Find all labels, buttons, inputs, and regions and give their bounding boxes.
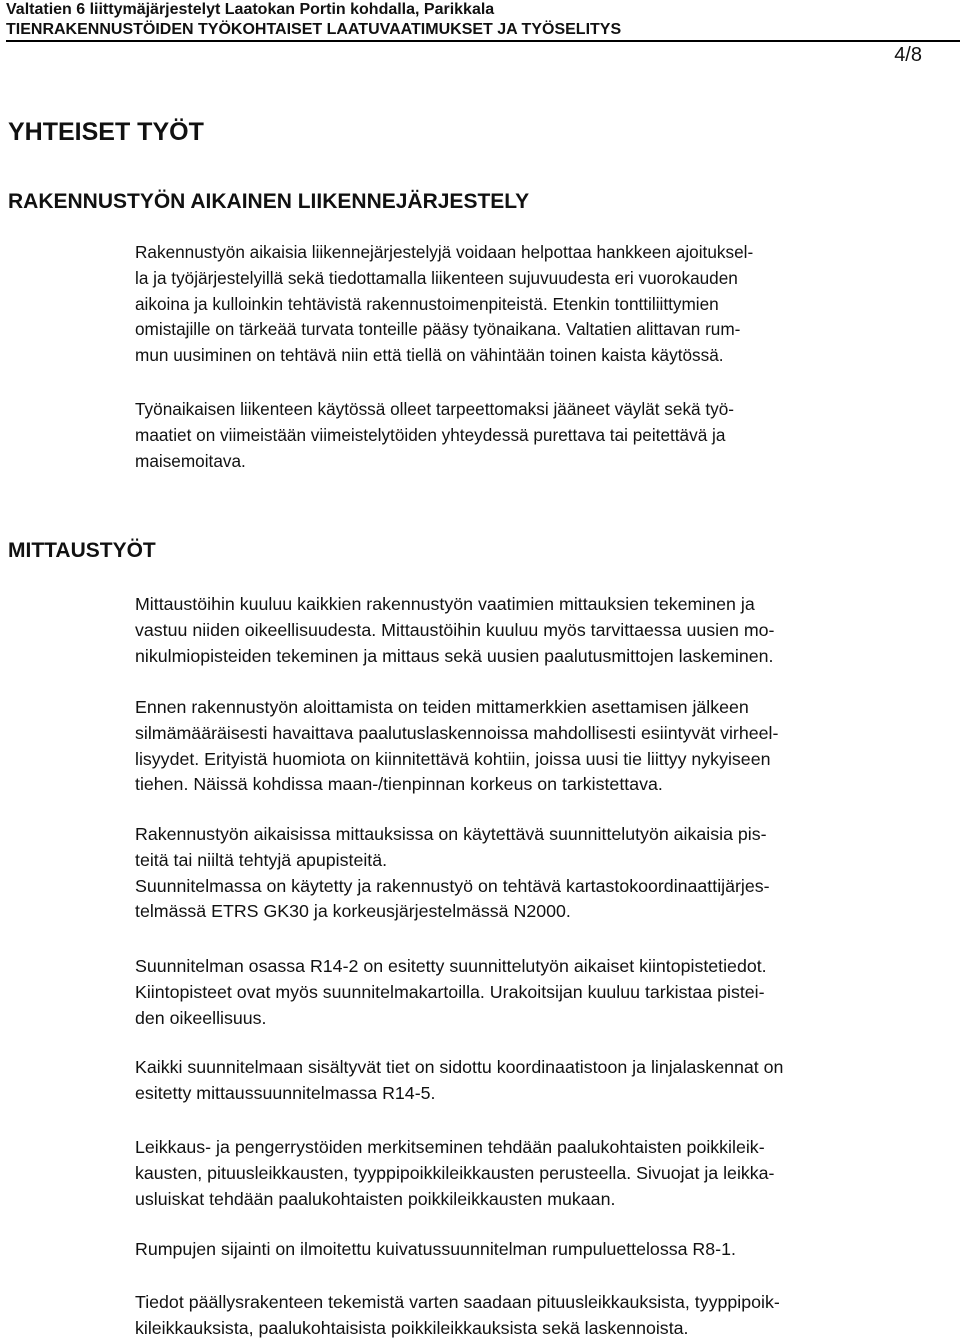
text-line: Työnaikaisen liikenteen käytössä olleet tarpeettomaksi jääneet väylät sekä työ- bbox=[135, 399, 735, 419]
document-header-title: Valtatien 6 liittymäjärjestelyt Laatokan Portin kohdalla, Parikkala bbox=[6, 1, 495, 18]
text-line: aikoina ja kulloinkin tehtävistä rakennustoimenpiteistä. Etenkin tonttiliittymien bbox=[135, 293, 719, 314]
paragraph bbox=[135, 1237, 957, 1263]
document-header-subtitle: TIENRAKENNUSTÖIDEN TYÖKOHTAISET LAATUVAATIMUKSET JA TYÖSELITYS bbox=[6, 21, 622, 38]
text-line: maisemoitava. bbox=[135, 450, 246, 471]
text-line: teitä tai niiltä tehtyjä apupisteitä. bbox=[135, 849, 388, 870]
paragraph bbox=[135, 1290, 957, 1342]
text-line: Suunnitelmassa on käytetty ja rakennustyö on tehtävä kartastokoordinaattijärjes- bbox=[135, 875, 770, 896]
text-line: Leikkaus- ja pengerrystöiden merkitseminen tehdään paalukohtaisten poikkileik- bbox=[135, 1137, 765, 1157]
text-line: maatiet on viimeistään viimeistelytöiden yhteydessä purettava tai peitettävä ja bbox=[135, 424, 726, 445]
text-line: silmämääräisesti havaittava paalutuslaskennoissa mahdollisesti esiintyvät virheel- bbox=[135, 722, 779, 743]
paragraph bbox=[135, 1055, 957, 1107]
text-line: usluiskat tehdään paalukohtaisten poikkileikkausten mukaan. bbox=[135, 1188, 616, 1209]
text-line: telmässä ETRS GK30 ja korkeusjärjestelmässä N2000. bbox=[135, 901, 571, 922]
paragraph bbox=[135, 397, 957, 474]
text-line: Ennen rakennustyön aloittamista on teiden mittamerkkien asettamisen jälkeen bbox=[135, 697, 749, 717]
paragraph bbox=[135, 1135, 957, 1212]
text-line: Rakennustyön aikaisia liikennejärjestelyjä voidaan helpottaa hankkeen ajoituksel- bbox=[135, 242, 754, 262]
section-title-mittaustyot: MITTAUSTYÖT bbox=[8, 539, 156, 562]
text-line: tiehen. Näissä kohdissa maan-/tienpinnan korkeus on tarkistettava. bbox=[135, 774, 663, 795]
text-line: Rumpujen sijainti on ilmoitettu kuivatussuunnitelman rumpuluettelossa R8-1. bbox=[135, 1239, 736, 1259]
text-line: Kiintopisteet ovat myös suunnitelmakartoilla. Urakoitsijan kuuluu tarkistaa pistei- bbox=[135, 981, 765, 1002]
text-line: Rakennustyön aikaisissa mittauksissa on käytettävä suunnittelutyön aikaisia pis- bbox=[135, 824, 767, 844]
text-line: kausten, pituusleikkausten, tyyppipoikkileikkausten perusteella. Sivuojat ja leikka- bbox=[135, 1162, 775, 1183]
text-line: kileikkauksista, paalukohtaisista poikkileikkauksista sekä laskennoista. bbox=[135, 1317, 689, 1338]
text-line: Tiedot päällysrakenteen tekemistä varten saadaan pituusleikkauksista, tyyppipoik- bbox=[135, 1292, 780, 1312]
text-line: den oikeellisuus. bbox=[135, 1007, 267, 1028]
text-line: omistajille on tärkeää turvata tonteille pääsy työnaikana. Valtatien alittavan rum- bbox=[135, 319, 741, 340]
section-title-liikennejarjestely: RAKENNUSTYÖN AIKAINEN LIIKENNEJÄRJESTELY bbox=[8, 190, 530, 213]
paragraph bbox=[135, 240, 957, 369]
section-title-yhteiset-tyot: YHTEISET TYÖT bbox=[8, 118, 204, 146]
text-line: Mittaustöihin kuuluu kaikkien rakennustyön vaatimien mittauksien tekeminen ja bbox=[135, 594, 755, 614]
paragraph bbox=[135, 954, 957, 1031]
text-line: mun uusiminen on tehtävä niin että tiellä on vähintään toinen kaista käytössä. bbox=[135, 345, 724, 366]
text-line: vastuu niiden oikeellisuudesta. Mittaustöihin kuuluu myös tarvittaessa uusien mo- bbox=[135, 619, 775, 640]
text-line: Suunnitelman osassa R14-2 on esitetty suunnittelutyön aikaiset kiintopistetiedot. bbox=[135, 956, 767, 976]
paragraph bbox=[135, 822, 957, 925]
page-number: 4/8 bbox=[894, 44, 922, 66]
text-line: lisyydet. Erityistä huomiota on kiinnitettävä kohtiin, joissa uusi tie liittyy nykyiseen bbox=[135, 748, 771, 769]
text-line: Kaikki suunnitelmaan sisältyvät tiet on sidottu koordinaatistoon ja linjalaskennat on bbox=[135, 1057, 784, 1077]
paragraph bbox=[135, 695, 957, 798]
text-line: esitetty mittaussuunnitelmassa R14-5. bbox=[135, 1082, 436, 1103]
paragraph bbox=[135, 592, 957, 669]
text-line: nikulmiopisteiden tekeminen ja mittaus sekä uusien paalutusmittojen laskeminen. bbox=[135, 645, 774, 666]
text-line: la ja työjärjestelyillä sekä tiedottamalla liikenteen sujuvuudesta eri vuorokauden bbox=[135, 267, 738, 288]
header-divider bbox=[6, 40, 960, 42]
